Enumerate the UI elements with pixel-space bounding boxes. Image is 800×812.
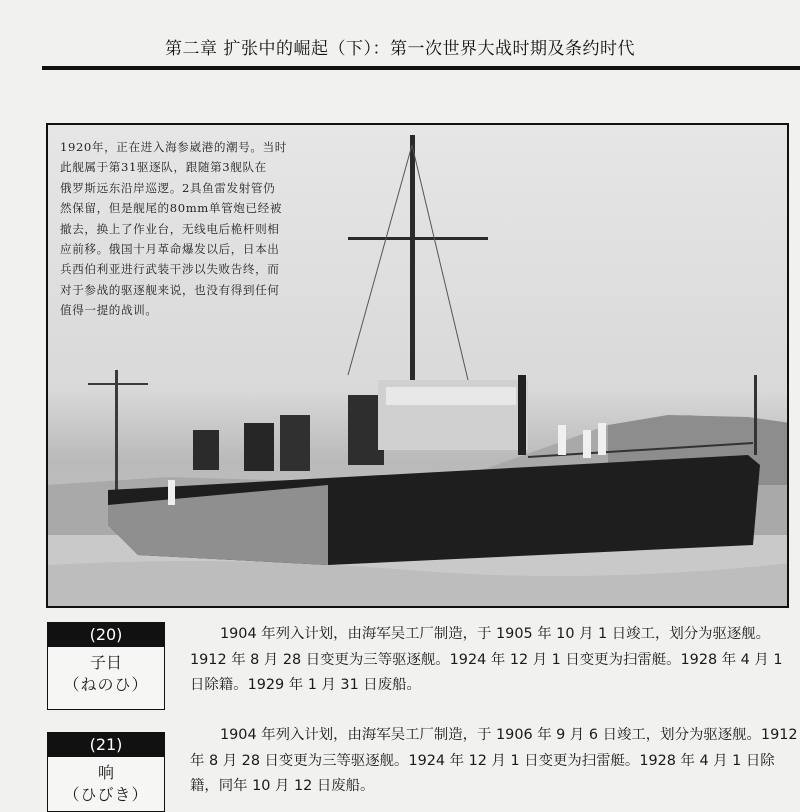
ship-name-kana: （ねのひ）	[63, 675, 149, 694]
entry-label-box	[47, 732, 165, 812]
ship-name: 响	[97, 763, 114, 782]
photo-caption: 1920年，正在进入海参崴港的潮号。当时 此舰属于第31驱逐队，跟随第3舰队在 俄罗斯远东沿岸巡逻。2具鱼雷发射管仍 然保留，但是舰尾的80mm单管炮已经被 撤去，换上了作业台，无线电后桅杆则相 应前移。俄国十月革命爆发以后，日本出 兵西伯利亚进行武装干涉以失败告终，而 对于参战的驱逐舰来说，也没有得到任何 值得一提的战训。	[60, 140, 288, 318]
ship-name: 子日	[89, 653, 122, 672]
header-rule	[42, 66, 800, 70]
entry-label-box	[47, 622, 165, 710]
entry-description: 1904 年列入计划，由海军吴工厂制造，于 1905 年 10 月 1 日竣工，划分为驱逐舰。1912 年 8 月 28 日变更为三等驱逐舰。1924 年 12 月 1 日变更为扫雷艇。1928 年 4 月 1 日除籍。1929 年 1 月 31 日废船。	[190, 626, 783, 693]
entry-description: 1904 年列入计划，由海军吴工厂制造，于 1906 年 9 月 6 日竣工，划分为驱逐舰。1912 年 8 月 28 日变更为三等驱逐舰。1924 年 12 月 1 日变更为扫雷艇。1928 年 4 月 1 日除籍，同年 10 月 12 日废船。	[190, 727, 798, 794]
page-title: 第二章 扩张中的崛起（下）：第一次世界大战时期及条约时代	[165, 39, 635, 59]
ship-photo	[46, 123, 789, 608]
entry-number: (20)	[48, 623, 164, 647]
entry-number: (21)	[48, 733, 164, 757]
ship-name-kana: （ひびき）	[63, 785, 149, 804]
